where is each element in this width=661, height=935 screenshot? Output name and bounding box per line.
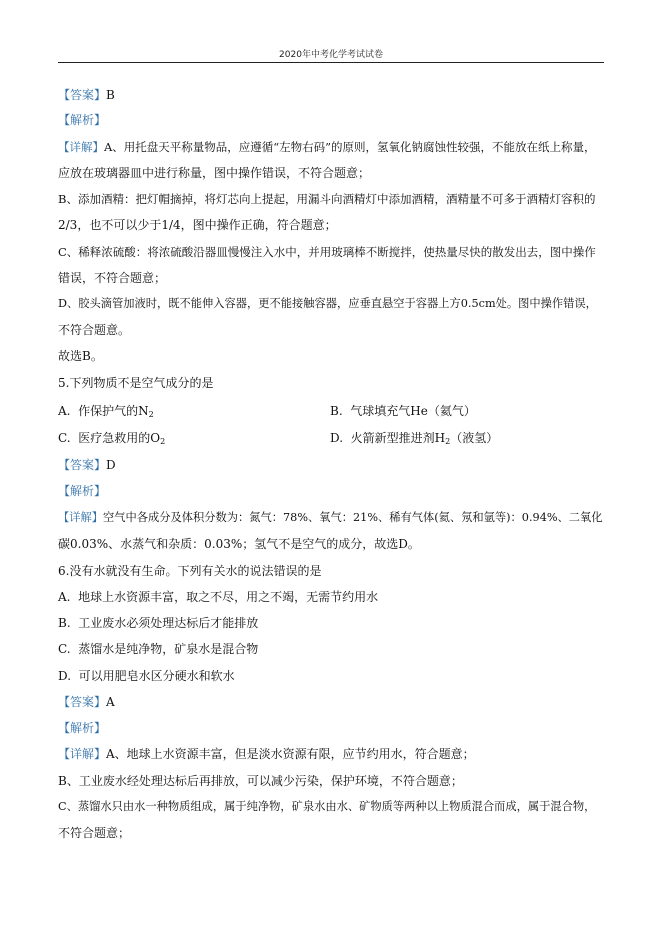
option-text: 地球上水资源丰富，取之不尽，用之不竭，无需节约用水 [78, 590, 379, 604]
answer-tag: 【答案】 [58, 88, 107, 102]
option-text: 作保护气的N [78, 404, 149, 418]
q6-detail-line-3: C、蒸馏水只由水一种物质组成，属于纯净物，矿泉水由水、矿物质等两种以上物质混合而成，属于混合物， [58, 800, 596, 813]
detail-tag: 【详解】 [58, 511, 104, 524]
q6-analysis-tag: 【解析】 [58, 721, 107, 735]
q4-detail-line-8: 不符合题意。 [58, 323, 131, 337]
q6-detail-text: A、地球上水资源丰富，但是淡水资源有限，应节约用水，符合题意； [106, 747, 475, 761]
option-text: 火箭新型推进剂H [350, 431, 446, 445]
subscript: 2 [445, 437, 451, 446]
q6-detail-line-2: B、工业废水经处理达标后再排放，可以减少污染，保护环境，不符合题意； [58, 774, 463, 788]
q4-detail-text: A、用托盘天平称量物品，应遵循“左物右码”的原则，氢氧化钠腐蚀性较强，不能放在纸上称量， [104, 140, 596, 154]
option-letter: A. [58, 590, 71, 604]
answer-tag: 【答案】 [58, 695, 107, 709]
q4-answer-line [58, 87, 115, 103]
q5-answer-line [58, 457, 116, 473]
q5-detail-line-2: 碳0.03%、水蒸气和杂质：0.03%；氢气不是空气的成分，故选D。 [58, 537, 420, 551]
q4-detail-line-2: 应放在玻璃器皿中进行称量，图中操作错误，不符合题意； [58, 166, 371, 180]
q5-option-b [330, 403, 476, 419]
option-letter: B. [330, 404, 343, 418]
q6-detail-line-4: 不符合题意； [58, 826, 131, 840]
option-text: 工业废水必须处理达标后才能排放 [78, 616, 259, 630]
q5-option-c [58, 430, 165, 450]
q6-option-c [58, 641, 258, 657]
q5-answer: D [106, 458, 116, 472]
q5-analysis-tag: 【解析】 [58, 484, 107, 498]
option-text-after: （液氢） [450, 431, 499, 445]
q6-stem: 6.没有水就没有生命。下列有关水的说法错误的是 [58, 564, 322, 578]
q6-detail-line-1 [58, 746, 475, 762]
q5-detail-text: 空气中各成分及体积分数为：氮气：78%、氧气：21%、稀有气体(氦、氖和氩等)：0.94%、二氧化 [103, 511, 603, 524]
q4-detail-line-5: C、稀释浓硫酸：将浓硫酸沿器皿慢慢注入水中，并用玻璃棒不断搅拌，使热量尽快的散发出去，图中操作 [58, 245, 596, 259]
q4-detail-line-6: 错误，不符合题意； [58, 271, 167, 285]
q6-answer: A [106, 695, 115, 709]
option-text: 蒸馏水是纯净物，矿泉水是混合物 [78, 642, 259, 656]
q4-detail-line-9: 故选B。 [58, 349, 103, 363]
option-letter: D. [58, 669, 72, 683]
q4-answer: B [106, 88, 115, 102]
option-text: 医疗急救用的O [78, 431, 161, 445]
subscript: 2 [160, 437, 166, 446]
q6-answer-line [58, 694, 115, 710]
option-letter: A. [58, 404, 71, 418]
detail-tag: 【详解】 [58, 140, 104, 154]
q4-detail-line-1 [58, 139, 596, 155]
q4-detail-line-4: 2/3，也不可以少于1/4，图中操作正确，符合题意； [58, 218, 337, 232]
detail-tag: 【详解】 [58, 747, 107, 761]
q5-detail-line-1 [58, 510, 603, 526]
q4-analysis-tag: 【解析】 [58, 113, 107, 127]
subscript: 2 [148, 410, 154, 419]
q5-option-d [330, 430, 498, 450]
option-letter: C. [58, 431, 71, 445]
header-divider [58, 62, 604, 63]
option-text: 可以用肥皂水区分硬水和软水 [78, 669, 235, 683]
option-letter: C. [58, 642, 71, 656]
q4-detail-line-7: D、胶头滴管加液时，既不能伸入容器，更不能接触容器，应垂直悬空于容器上方0.5cm处。图中操作错误， [58, 297, 597, 310]
q6-option-a [58, 589, 378, 605]
q5-option-a [58, 403, 154, 423]
q6-option-b [58, 615, 258, 631]
q6-option-d [58, 668, 235, 684]
page-header-title: 2020年中考化学考试试卷 [279, 50, 383, 60]
option-text: 气球填充气He（氦气） [350, 404, 476, 418]
answer-tag: 【答案】 [58, 458, 107, 472]
option-letter: D. [330, 431, 344, 445]
q4-detail-line-3: B、添加酒精：把灯帽摘掉，将灯芯向上提起，用漏斗向酒精灯中添加酒精，酒精量不可多于酒精灯容积的 [58, 192, 596, 206]
q5-stem: 5.下列物质不是空气成分的是 [58, 376, 214, 390]
option-letter: B. [58, 616, 71, 630]
